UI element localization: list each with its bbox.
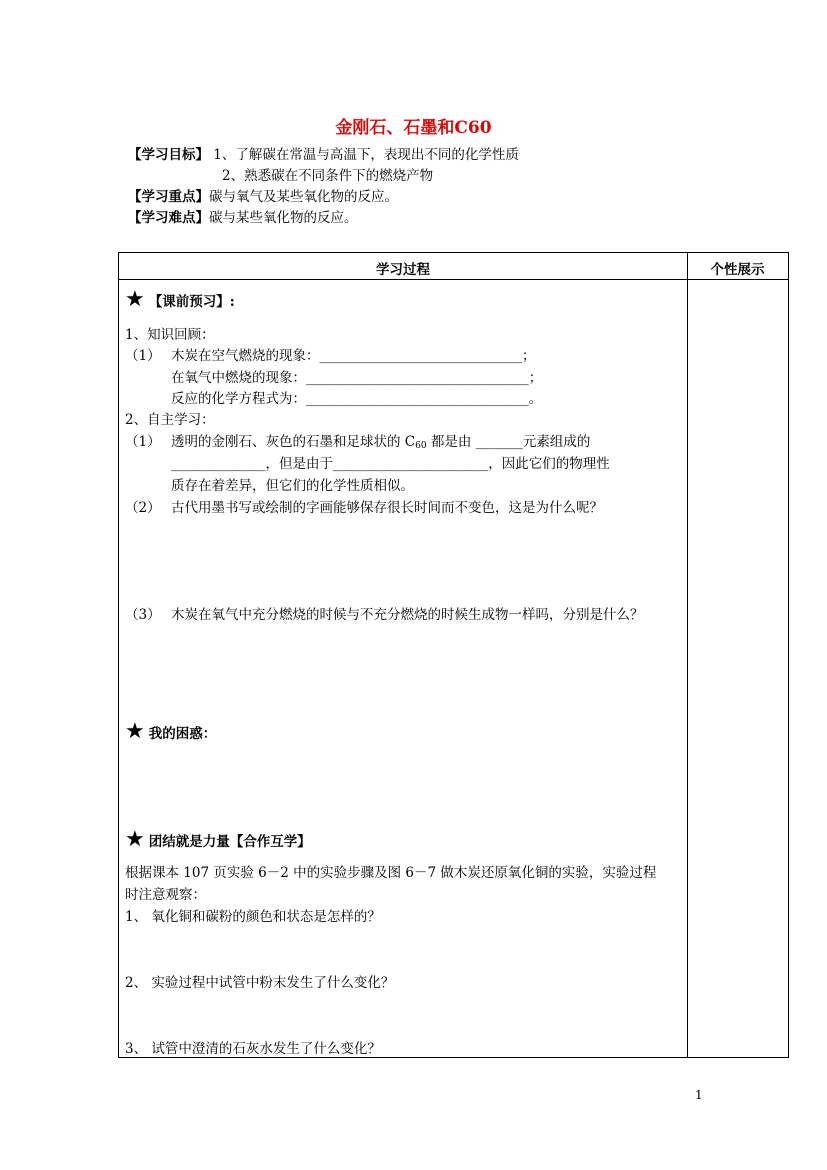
item-number: （1）: [125, 434, 161, 450]
review-item-1: [125, 346, 536, 366]
item-number: （3）: [125, 607, 161, 623]
star-icon: ★: [125, 719, 145, 744]
header-process: 学习过程: [376, 262, 430, 278]
page-title: 金刚石、石墨和C60: [335, 118, 492, 138]
item-number: （1）: [125, 348, 161, 364]
goal-1: 1、了解碳在常温与高温下，表现出不同的化学性质: [213, 147, 519, 163]
item-text: 古代用墨书写或绘制的字画能够保存很长时间而不变色，这是为什么呢？: [171, 500, 603, 516]
cooperation-heading-text: 团结就是力量【合作互学】: [148, 834, 311, 850]
confusion-heading: [125, 721, 216, 743]
cooperation-intro-2: 时注意观察：: [125, 887, 206, 903]
star-icon: ★: [125, 287, 145, 312]
header-divider: [119, 279, 788, 280]
page-number: 1: [695, 1088, 703, 1102]
cooperation-heading: [125, 829, 311, 851]
goal-row: [128, 145, 519, 166]
item-number: （2）: [125, 500, 161, 516]
item-text: 都是由 _______元素组成的: [426, 434, 591, 450]
self-item-3: [125, 605, 644, 625]
goal-label: 【学习目标】: [128, 147, 209, 163]
item-text: 木炭在空气燃烧的现象：______________________________；: [171, 348, 536, 364]
difficult-label: 【学习难点】: [128, 210, 209, 226]
cooperation-question-3: 3、 试管中澄清的石灰水发生了什么变化？: [125, 1041, 381, 1057]
column-divider: [687, 253, 688, 1057]
self-item-1-line-2: ______________，但是由于_______________________，因此它们的物理性: [171, 456, 610, 472]
review-item-3: 反应的化学方程式为：_________________________________。: [171, 391, 543, 407]
item-text: 透明的金刚石、灰色的石墨和足球状的 C: [171, 434, 416, 450]
subscript: 60: [415, 441, 427, 451]
key-text: 碳与氧气及某些氧化物的反应。: [209, 189, 398, 205]
study-table: [118, 252, 789, 1058]
self-item-1-line-3: 质存在着差异，但它们的化学性质相似。: [171, 478, 414, 494]
self-item-2: [125, 498, 603, 518]
preview-heading: [125, 289, 235, 311]
self-item-1-line-1: [125, 432, 590, 456]
item-text: 木炭在氧气中充分燃烧的时候与不充分燃烧的时候生成物一样吗，分别是什么？: [171, 607, 644, 623]
learning-objectives: [128, 145, 519, 229]
self-study-title: 2、自主学习：: [125, 412, 215, 428]
key-row: [128, 187, 519, 208]
review-item-2: 在氧气中燃烧的现象：_________________________________；: [171, 370, 543, 386]
preview-heading-text: 【课前预习】:: [148, 294, 235, 310]
key-label: 【学习重点】: [128, 189, 209, 205]
difficult-row: [128, 208, 519, 229]
review-title: 1、知识回顾：: [125, 327, 215, 343]
cooperation-question-2: 2、 实验过程中试管中粉末发生了什么变化？: [125, 975, 395, 991]
difficult-text: 碳与某些氧化物的反应。: [209, 210, 358, 226]
goal-2: 2、熟悉碳在不同条件下的燃烧产物: [222, 168, 434, 184]
star-icon: ★: [125, 827, 145, 852]
confusion-heading-text: 我的困惑：: [148, 726, 217, 742]
cooperation-question-1: 1、 氧化铜和碳粉的颜色和状态是怎样的？: [125, 909, 381, 925]
header-personal: 个性展示: [710, 262, 765, 278]
cooperation-intro-1: 根据课本 107 页实验 6－2 中的实验步骤及图 6－7 做木炭还原氧化铜的实验，实验过程: [125, 865, 657, 881]
